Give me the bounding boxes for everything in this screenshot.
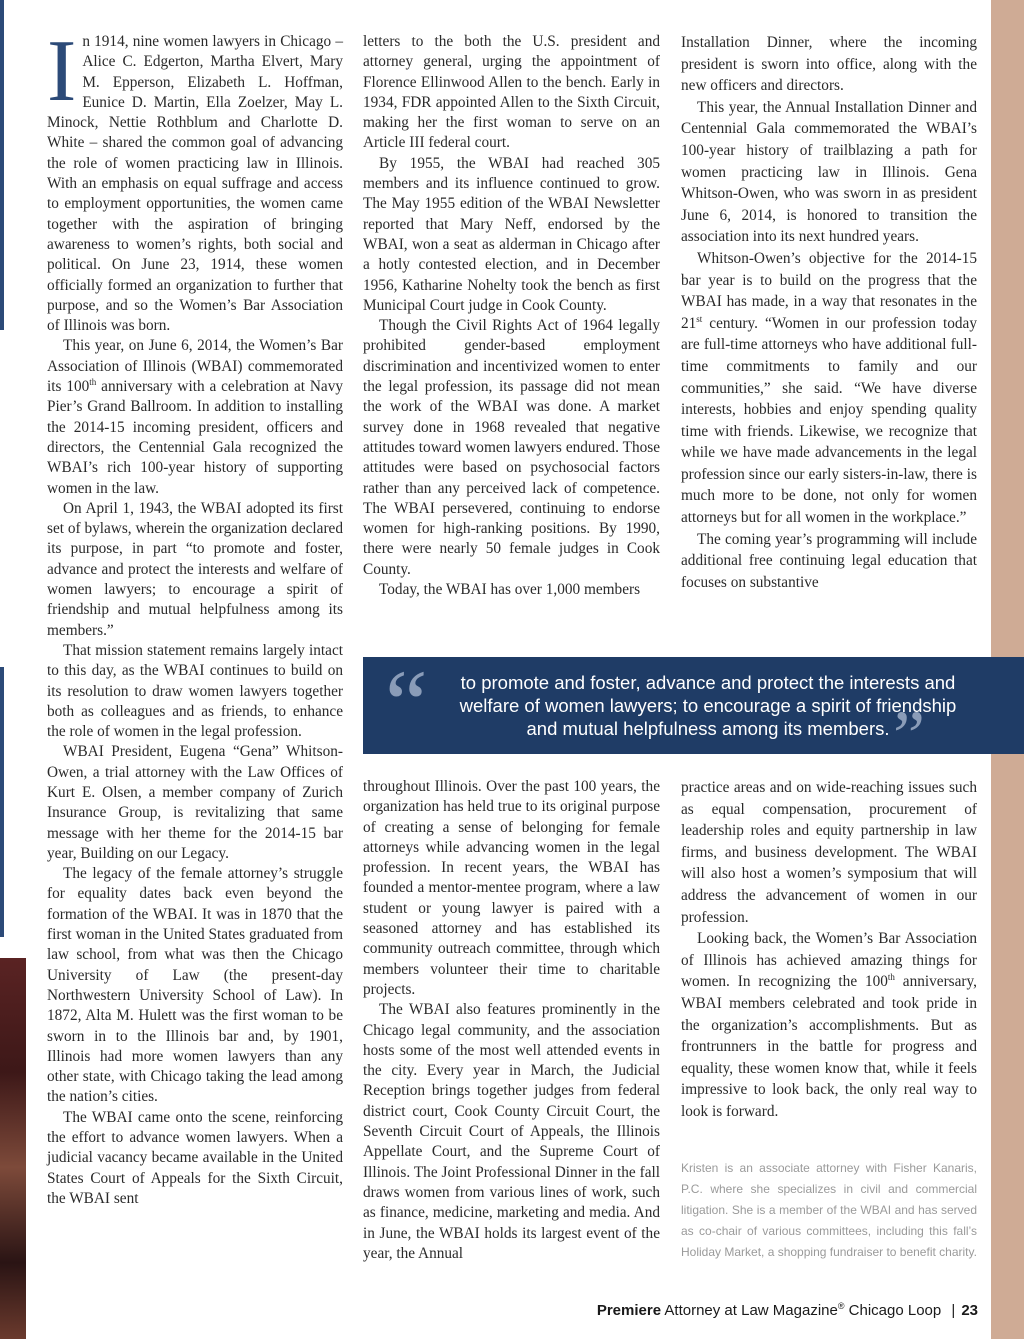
paragraph-practice-areas: practice areas and on wide-reaching issues such as equal compensation, procurement of leadership roles and equity partnership in law firms, and business development. The WBAI will also host a women’s symposium that will address the advancement of women in our profession. (681, 779, 977, 926)
open-quote-icon: “ (385, 650, 428, 757)
cropped-edge-photo (0, 958, 26, 1339)
page-footer (597, 1302, 978, 1319)
text-segment: Whitson-Owen’s objective for the 2014-15 bar year is to build on the progress that the WBAI has made, in a way that resonates in the 21 (681, 249, 977, 332)
paragraph-president: WBAI President, Eugena “Gena” Whitson-Owen, a trial attorney with the Law Offices of Kurt E. Olsen, a member company of Zurich Insurance Group, is revitalizing that same message with her theme for the 2014-15 bar year, Building on our Legacy. (47, 743, 343, 862)
paragraph-legacy: The legacy of the female attorney’s struggle for equality dates back even beyond the formation of the WBAI. It was in 1870 that the first woman in the United States graduated from law school, from what was then the Chicago University of Law (the present-day Northwestern University School of Law). In 1872, Alta M. Hulett was the first woman to be sworn in to the Illinois bar and, by 1901, Illinois had more women lawyers than any other state, with Chicago taking the lead among the nation’s cities. (47, 865, 343, 1106)
text-segment: Looking back, the Women’s Bar Association of Illinois has achieved amazing things for women. In recognizing the 100 (681, 930, 977, 991)
registered-mark: ® (837, 1301, 845, 1311)
intro-text: n 1914, nine women lawyers in Chicago – Alice C. Edgerton, Martha Elvert, Mary M. Epperson, Elizabeth L. Hoffman, Eunice D. Martin, Ella Zoelzer, May L. Minock, Nettie Rothblum and Charlotte D. White – shared the common goal of advancing the role of women practicing law in Illinois. With an emphasis on equal suffrage and access to employment opportunities, the women came together with the aspiration of bringing awareness to women’s rights, both social and political. On June 23, 1914, these women officially formed an organization to further that purpose, and so the Women’s Bar Association of Illinois was born. (47, 33, 343, 335)
paragraph-objective (681, 248, 977, 529)
paragraph-installation: Installation Dinner, where the incoming president is sworn into office, along with the new officers and directors. (681, 34, 977, 95)
paragraph-throughout: throughout Illinois. Over the past 100 years, the organization has held true to its original purpose of creating a sense of belonging for female attorneys while advancing women in the legal profession. In recent years, the WBAI has founded a mentor-mentee program, where a law student or young lawyer is paired with a seasoned attorney and has established its community outreach committee, through which members volunteer their time to charitable projects. (363, 778, 660, 998)
paragraph-events: The WBAI also features prominently in the Chicago legal community, and the association hosts some of the most well attended events in the city. Every year in March, the Judicial Reception brings together judges from federal district court, Cook County Circuit Court, the Seventh Circuit Court of Appeals, the Illinois Appellate Court, and the Supreme Court of Illinois. The Joint Professional Dinner in the fall draws women from various lines of work, such as finance, medicine, marketing and media. And in June, the WBAI holds its largest event of the year, the Annual (363, 1001, 660, 1262)
pull-quote (363, 650, 1024, 776)
footer-magazine: Attorney at Law Magazine (664, 1302, 838, 1319)
paragraph-today: Today, the WBAI has over 1,000 members (379, 581, 641, 599)
article-column-2-top (363, 32, 660, 600)
close-quote-icon: ” (893, 696, 925, 776)
footer-brand: Premiere (596, 1302, 662, 1319)
paragraph-letters: letters to the both the U.S. president and attorney general, urging the appointment of Florence Ellinwood Allen to the bench. Early in 1934, FDR appointed Allen to the Sixth Circuit, making her the first woman to serve on an Article III federal court. (363, 33, 660, 152)
paragraph-looking-back (681, 928, 977, 1122)
superscript: th (887, 972, 895, 983)
paragraph-bylaws: On April 1, 1943, the WBAI adopted its first set of bylaws, wherein the organization declared its purpose, in part “to promote and foster, advance and protect the interests and welfare of women lawyers; to encourage a spirit of friendship and mutual helpfulness among its members.” (47, 499, 343, 639)
author-bio: Kristen is an associate attorney with Fisher Kanaris, P.C. where she specializes in civil and commercial litigation. She is a member of the WBAI and has served as co-chair of various committees, including this fall’s Holiday Market, a shopping fundraiser to benefit charity. (681, 1161, 977, 1259)
left-edge-bar-middle (0, 667, 4, 937)
paragraph-gala: This year, the Annual Installation Dinner and Centennial Gala commemorated the WBAI’s 100-year history of trailblazing a path for women practicing law in Illinois. Gena Whitson-Owen, who was sworn in as president June 6, 2014, is honored to transition the association into its next hundred years. (681, 98, 977, 246)
footer-separator: | (951, 1302, 956, 1319)
pull-quote-text: to promote and foster, advance and protect the interests and welfare of women lawyers; to encourage a spirit of friendship and mutual helpfulness among its members. (459, 672, 957, 739)
article-column-1 (47, 23, 343, 1209)
footer-edition: Chicago Loop (844, 1302, 942, 1319)
paragraph-civil-rights: Though the Civil Rights Act of 1964 legally prohibited gender-based employment discrimination and incentivized women to enter the legal profession, its passage did not mean the work of the WBAI was done. A market survey done in 1968 revealed that negative attitudes toward women lawyers endured. Those attitudes were based on psychosocial factors rather than any perceived lack of competence. The WBAI persevered, continuing to endorse women for high-ranking positions. By 1990, there were nearly 50 female judges in Cook County. (363, 317, 660, 578)
superscript: st (696, 313, 703, 324)
page-number: 23 (961, 1302, 978, 1319)
superscript: th (89, 376, 97, 387)
article-column-2-bottom (363, 777, 660, 1264)
paragraph-1955: By 1955, the WBAI had reached 305 members and its influence continued to grow. The May 1955 edition of the WBAI Newsletter reported that Mary Neff, endorsed by the WBAI, won a seat as alderman in Chicago after a hotly contested election, and in December 1956, Katharine Nohelty took the bench as first Municipal Court judge in Cook County. (363, 154, 660, 314)
paragraph-mission: That mission statement remains largely intact to this day, as the WBAI continues to build on its resolution to draw women lawyers together both as colleagues and as friends, to enhance the role of women in the legal profession. (47, 641, 343, 741)
text-segment: This year, on June 6, 2014, the Women’s Bar Association of Illinois (WBAI) commemorated its 100 (47, 337, 343, 396)
paragraph-scene: The WBAI came onto the scene, reinforcing the effort to advance women lawyers. When a judicial vacancy became available in the United States Court of Appeals for the Sixth Circuit, the WBAI sent (47, 1108, 343, 1207)
paragraph-intro (47, 23, 343, 336)
text-segment: anniversary, WBAI members celebrated and took pride in the organization’s accomplishments. But as frontrunners in the battle for progress and equality, these women know that, while it feels impressive to look back, the only real way to look is forward. (681, 973, 977, 1120)
text-segment: anniversary with a celebration at Navy Pier’s Grand Ballroom. In addition to installing the 2014-15 incoming president, officers and directors, the Centennial Gala recognized the WBAI’s rich 100-year history of supporting women in the law. (47, 378, 343, 497)
drop-cap: I (47, 23, 77, 120)
text-segment: century. “Women in our profession today are full-time attorneys who have additional full-time commitments to family and our communities,” she said. “We have diverse interests, hobbies and enjoy spending quality time with friends. Likewise, we recognize that while we have made advancements in the legal profession since our early sisters-in-law, there is much more to be done, not only for women attorneys but for all women in the workplace.” (681, 314, 977, 527)
paragraph-programming: The coming year’s programming will include additional free continuing legal education that focuses on substantive (681, 530, 977, 591)
article-column-3-bottom (681, 777, 977, 1123)
article-column-3-top (681, 32, 977, 593)
paragraph-anniversary (47, 336, 343, 498)
left-edge-bar-top (0, 0, 4, 330)
